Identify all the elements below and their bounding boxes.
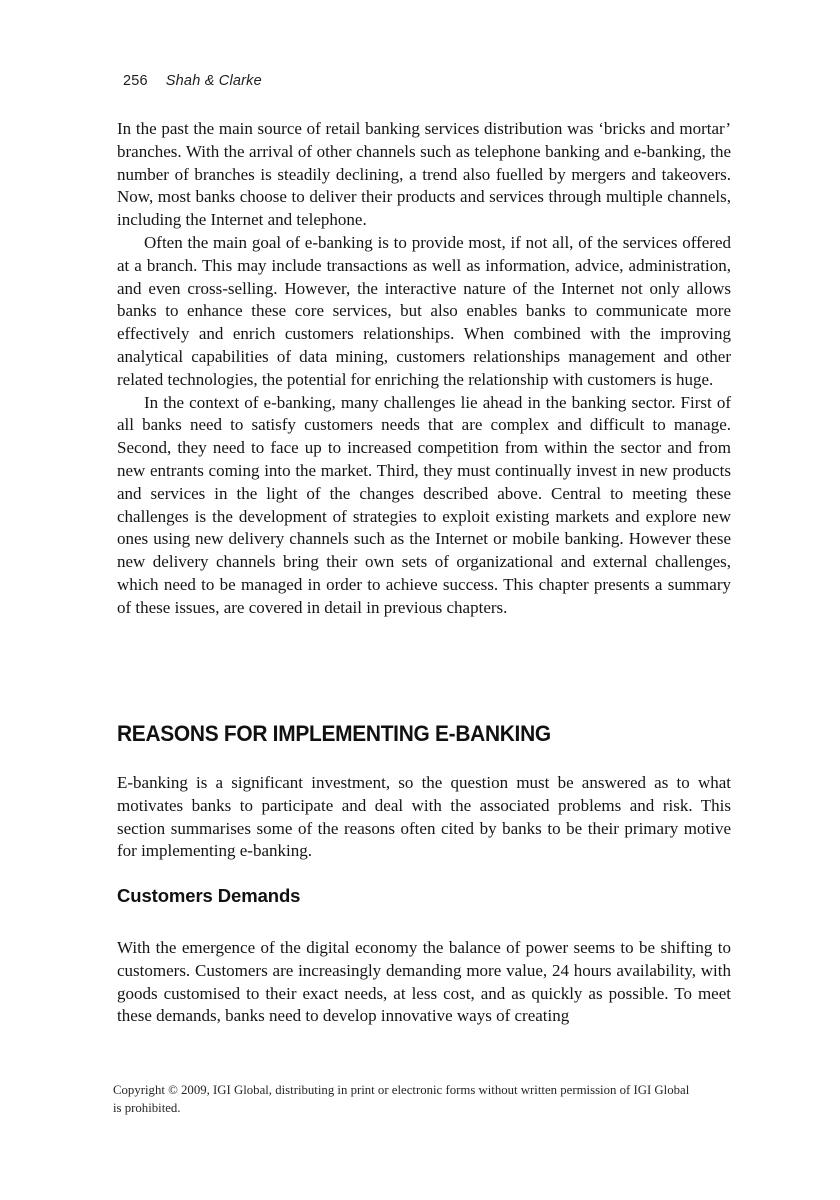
- copyright-line-1: Copyright © 2009, IGI Global, distributing in print or electronic forms without written permission of IGI Global: [113, 1083, 690, 1097]
- running-header: [123, 73, 737, 89]
- subsection-heading: Customers Demands: [117, 885, 301, 906]
- copyright-footer: [113, 1082, 738, 1117]
- subsection-text-block: [117, 937, 731, 1028]
- intro-paragraph-3: In the context of e-banking, many challenges lie ahead in the banking sector. First of all banks need to satisfy customers needs that are complex and difficult to manage. Second, they need to face up to increased competition from within the sector and from new entrants coming into the market. Third, they must continually invest in new products and services in the light of the changes described above. Central to meeting these challenges is the development of strategies to exploit existing markets and explore new ones using new delivery channels such as the Internet or mobile banking. However these new delivery channels bring their own sets of organizational and external challenges, which need to be managed in order to achieve success. This chapter presents a summary of these issues, are covered in detail in previous chapters.: [117, 392, 731, 617]
- section-heading: REASONS FOR IMPLEMENTING E-BANKING: [117, 721, 551, 746]
- copyright-line-2: is prohibited.: [113, 1100, 181, 1115]
- section-intro-block: [117, 772, 731, 863]
- section-intro-paragraph: E-banking is a significant investment, so the question must be answered as to what motivates banks to participate and deal with the associated problems and risk. This section summarises some of the reasons often cited by banks to be their primary motive for implementing e-banking.: [117, 773, 731, 861]
- intro-paragraph-1: In the past the main source of retail banking services distribution was ‘bricks and mortar’ branches. With the arrival of other channels such as telephone banking and e-banking, the number of branches is steadily declining, a trend also fuelled by mergers and takeovers. Now, most banks choose to deliver their products and services through multiple channels, including the Internet and telephone.: [117, 119, 731, 230]
- intro-text-block: [117, 118, 731, 620]
- intro-paragraph-2: Often the main goal of e-banking is to provide most, if not all, of the services offered at a branch. This may include transactions as well as information, advice, administration, and even cross-selling. However, the interactive nature of the Internet not only allows banks to enhance these core services, but also enables banks to communicate more effectively and enrich customers relationships. When combined with the improving analytical capabilities of data mining, customers relationships management and other related technologies, the potential for enriching the relationship with customers is huge.: [117, 232, 731, 389]
- page-number: 256: [123, 73, 148, 89]
- subsection-paragraph: With the emergence of the digital economy the balance of power seems to be shifting to customers. Customers are increasingly demanding more value, 24 hours availability, with goods customised to their exact needs, at less cost, and as quickly as possible. To meet these demands, banks need to develop innovative ways of creating: [117, 938, 731, 1026]
- running-head-authors: Shah & Clarke: [165, 73, 262, 89]
